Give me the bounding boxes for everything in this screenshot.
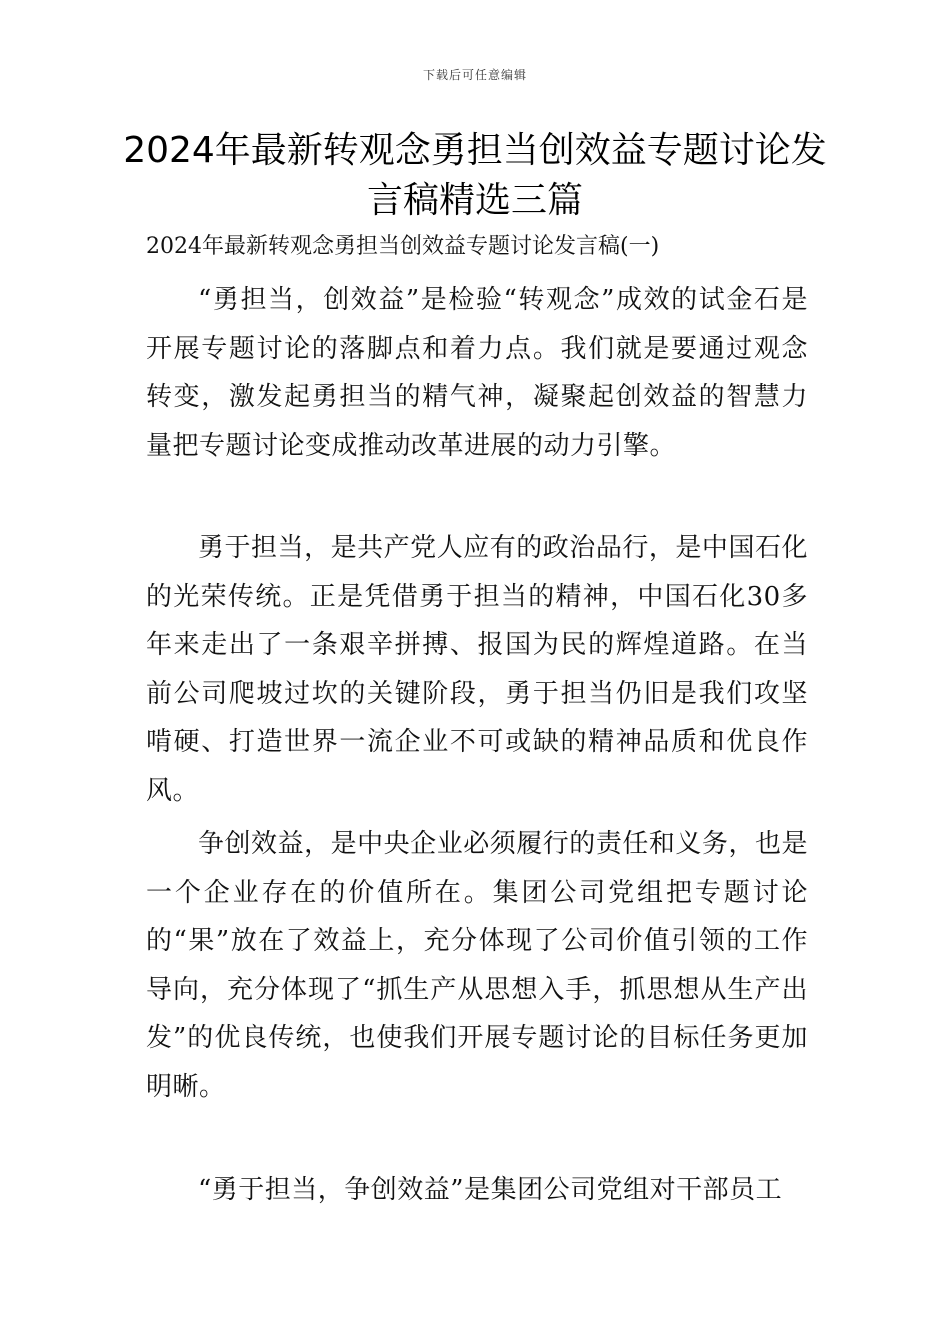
document-title: 2024年最新转观念勇担当创效益专题讨论发言稿精选三篇 (123, 130, 827, 221)
paragraph-1: “勇担当，创效益”是检验“转观念”成效的试金石是开展专题讨论的落脚点和着力点。我们就是要通过观念转变，激发起勇担当的精气神，凝聚起创效益的智慧力量把专题讨论变成推动改革进展的动力引擎。 (146, 285, 808, 461)
paragraph-2: 勇于担当，是共产党人应有的政治品行，是中国石化的光荣传统。正是凭借勇于担当的精神，中国石化30多年来走出了一条艰辛拼搏、报国为民的辉煌道路。在当前公司爬坡过坎的关键阶段，勇于担当仍旧是我们攻坚啃硬、打造世界一流企业不可或缺的精神品质和优良作风。 (146, 533, 808, 806)
section-heading: 2024年最新转观念勇担当创效益专题讨论发言稿(一) (146, 234, 660, 259)
paragraph-4: “勇于担当，争创效益”是集团公司党组对干部员工 (198, 1175, 783, 1205)
paragraph-3: 争创效益，是中央企业必须履行的责任和义务，也是一个企业存在的价值所在。集团公司党组把专题讨论的“果”放在了效益上，充分体现了公司价值引领的工作导向，充分体现了“抓生产从思想入手，抓思想从生产出发”的优良传统，也使我们开展专题讨论的目标任务更加明晰。 (146, 829, 808, 1102)
header-note: 下载后可任意编辑 (422, 68, 527, 82)
